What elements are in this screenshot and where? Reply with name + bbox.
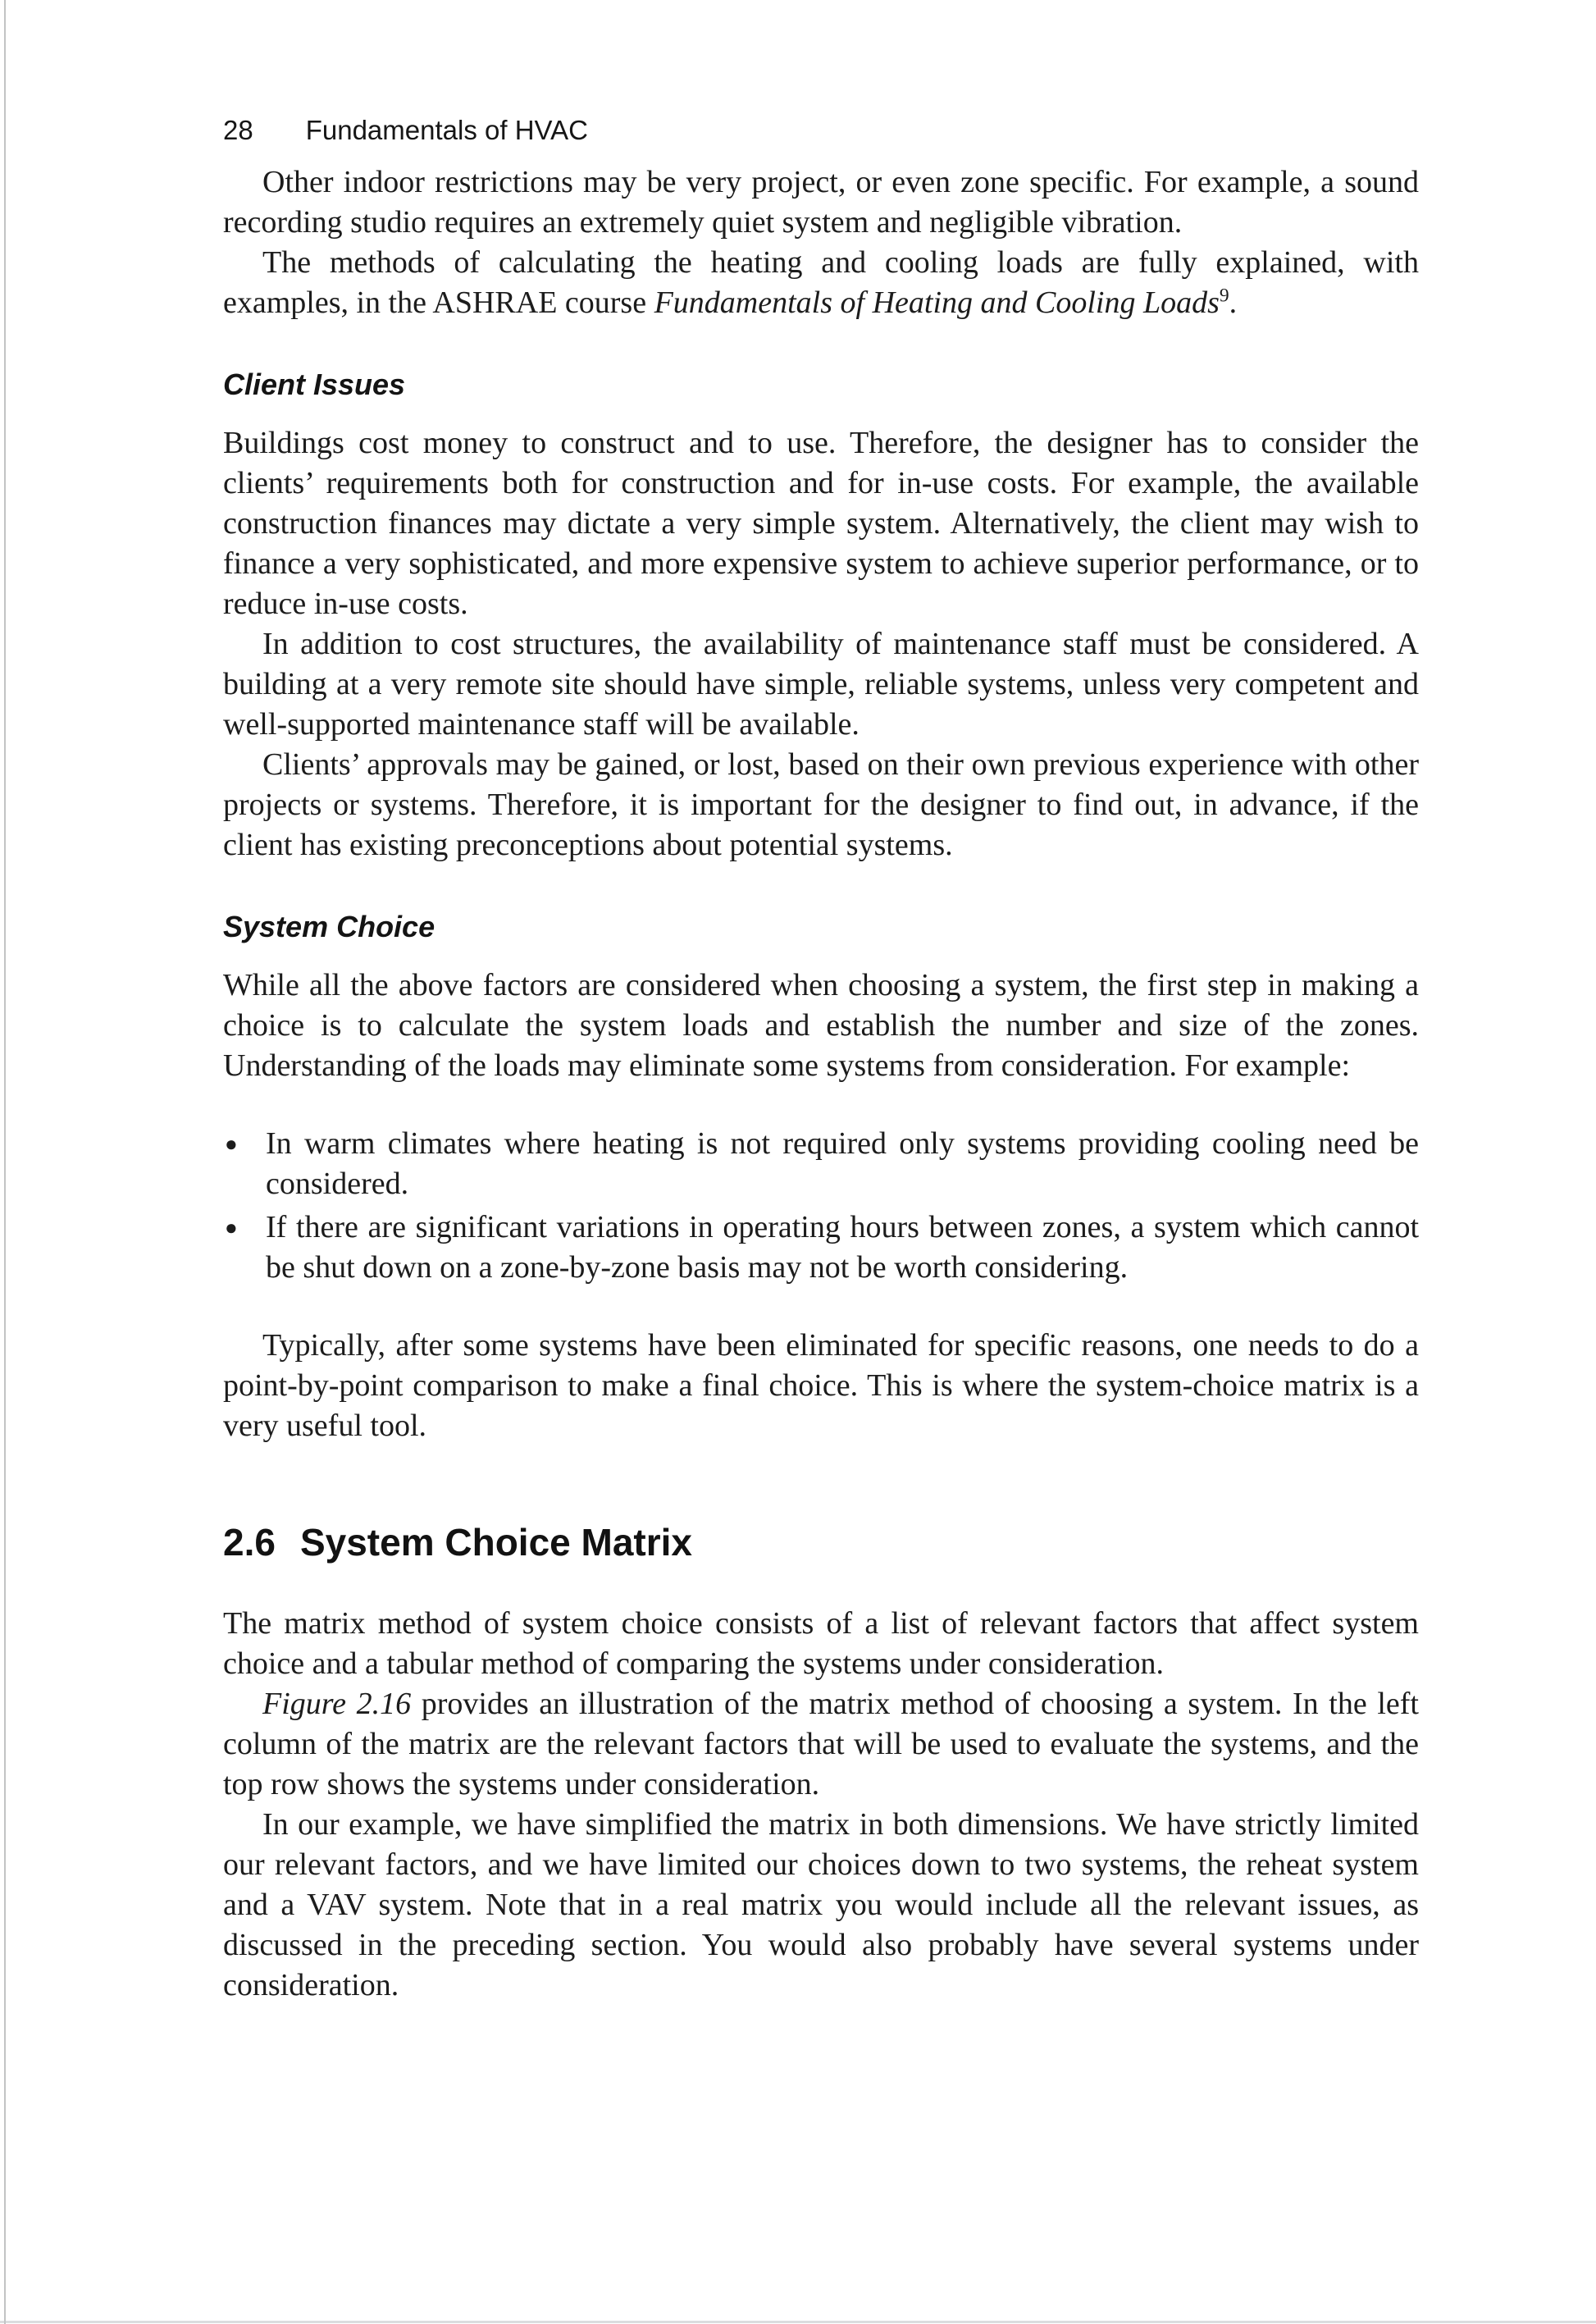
paragraph-text: The methods of calculating the heating and cooling loads are fully explained, with examples, in the ASHRAE course [223,245,1419,320]
scan-edge-bottom [0,2321,1596,2323]
figure-reference-italic: Figure 2.16 [262,1687,412,1721]
paragraph-matrix-3: In our example, we have simplified the matrix in both dimensions. We have strictly limited our relevant factors, and we have limited our choices down to two systems, the reheat system and a VAV system. Note that in a real matrix you would include all the relevant issues, as discussed in the preceding section. You would also probably have several systems under consideration. [223,1807,1419,2002]
paragraph-client-issues-2: In addition to cost structures, the availability of maintenance staff must be considered. A building at a very remote site should have simple, reliable systems, unless very competent and well-supported maintenance staff will be available. [223,627,1419,742]
running-header [223,115,1419,146]
paragraph-intro-1: Other indoor restrictions may be very project, or even zone specific. For example, a sound recording studio requires an extremely quiet system and negligible vibration. [223,165,1419,240]
page-content [223,115,1419,2006]
scan-edge-left [4,0,6,2324]
section-title: System Choice Matrix [299,1521,693,1564]
paragraph-text: . [1229,285,1238,320]
course-title-italic: Fundamentals of Heating and Cooling Loads [654,285,1220,320]
paragraph-matrix-1: The matrix method of system choice consists of a list of relevant factors that affect system choice and a tabular method of comparing the systems under consideration. [223,1606,1419,1681]
paragraph-intro-2 [223,243,1419,323]
paragraph-text: provides an illustration of the matrix method of choosing a system. In the left column of the matrix are the relevant factors that will be used to evaluate the systems, and the top row shows the systems under consideration. [223,1687,1419,1801]
subheading-client-issues: Client Issues [223,368,406,401]
bullet-list [223,1124,1419,1288]
paragraph-matrix-2 [223,1684,1419,1805]
paragraph-system-choice-2: Typically, after some systems have been eliminated for specific reasons, one needs to do a point-by-point comparison to make a final choice. This is where the system-choice matrix is a very useful tool. [223,1328,1419,1443]
bullet-item-operating-hours: ● If there are significant variations in operating hours between zones, a system which cannot be shut down on a zone-by-zone basis may not be worth considering. [223,1208,1419,1288]
running-title: Fundamentals of HVAC [305,115,588,145]
section-heading-2-6 [223,1520,1419,1564]
paragraph-client-issues-3: Clients’ approvals may be gained, or lost, based on their own previous experience with other projects or systems. Therefore, it is important for the designer to find out, in advance, if the client has existing preconceptions about potential systems. [223,747,1419,862]
footnote-reference: 9 [1219,285,1229,307]
paragraph-client-issues-1: Buildings cost money to construct and to use. Therefore, the designer has to consider the clients’ requirements both for construction and for in-use costs. For example, the available construction finances may dictate a very simple system. Alternatively, the client may wish to finance a very sophisticated, and more expensive system to achieve superior performance, or to reduce in-use costs. [223,426,1419,621]
page-number: 28 [223,115,253,145]
subheading-system-choice: System Choice [223,910,435,943]
section-number: 2.6 [223,1521,276,1564]
paragraph-system-choice-1: While all the above factors are considered when choosing a system, the first step in making a choice is to calculate the system loads and establish the number and size of the zones. Understanding of the loads may eliminate some systems from consideration. For example: [223,968,1419,1083]
bullet-item-warm-climates: ● In warm climates where heating is not required only systems providing cooling need be considered. [223,1124,1419,1204]
